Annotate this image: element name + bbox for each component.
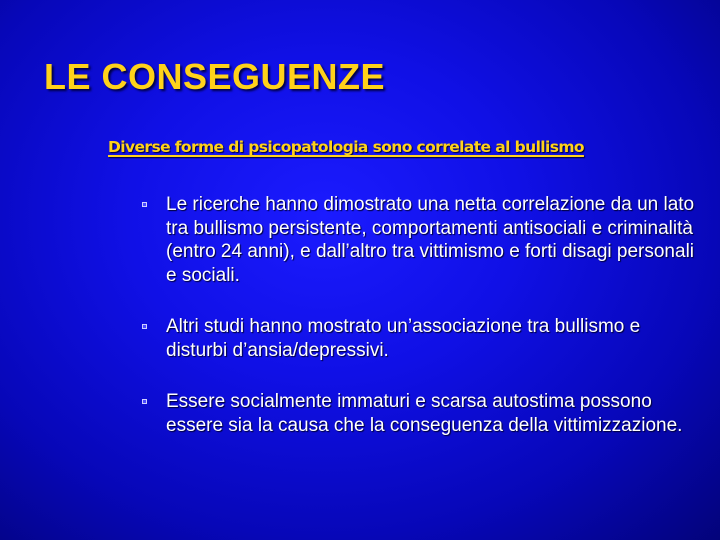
square-bullet-icon: [142, 324, 147, 329]
bullet-item: [142, 315, 702, 362]
slide-subtitle: Diverse forme di psicopatologia sono correlate al bullismo: [108, 138, 584, 156]
bullet-text: Le ricerche hanno dimostrato una netta correlazione da un lato tra bullismo persistente, comportamenti antisociali e criminalità (entro 24 anni), e dall’altro tra vittimismo e forti disagi personali e sociali.: [166, 194, 695, 286]
bullet-text: Altri studi hanno mostrato un’associazione tra bullismo e disturbi d’ansia/depressivi.: [166, 316, 641, 361]
bullet-item: [142, 193, 702, 287]
square-bullet-icon: [142, 399, 147, 404]
bullet-item: [142, 390, 702, 437]
slide-title: LE CONSEGUENZE: [44, 56, 386, 97]
bullet-text: Essere socialmente immaturi e scarsa autostima possono essere sia la causa che la conseguenza della vittimizzazione.: [166, 391, 683, 436]
bullet-list: [142, 193, 702, 437]
square-bullet-icon: [142, 202, 147, 207]
